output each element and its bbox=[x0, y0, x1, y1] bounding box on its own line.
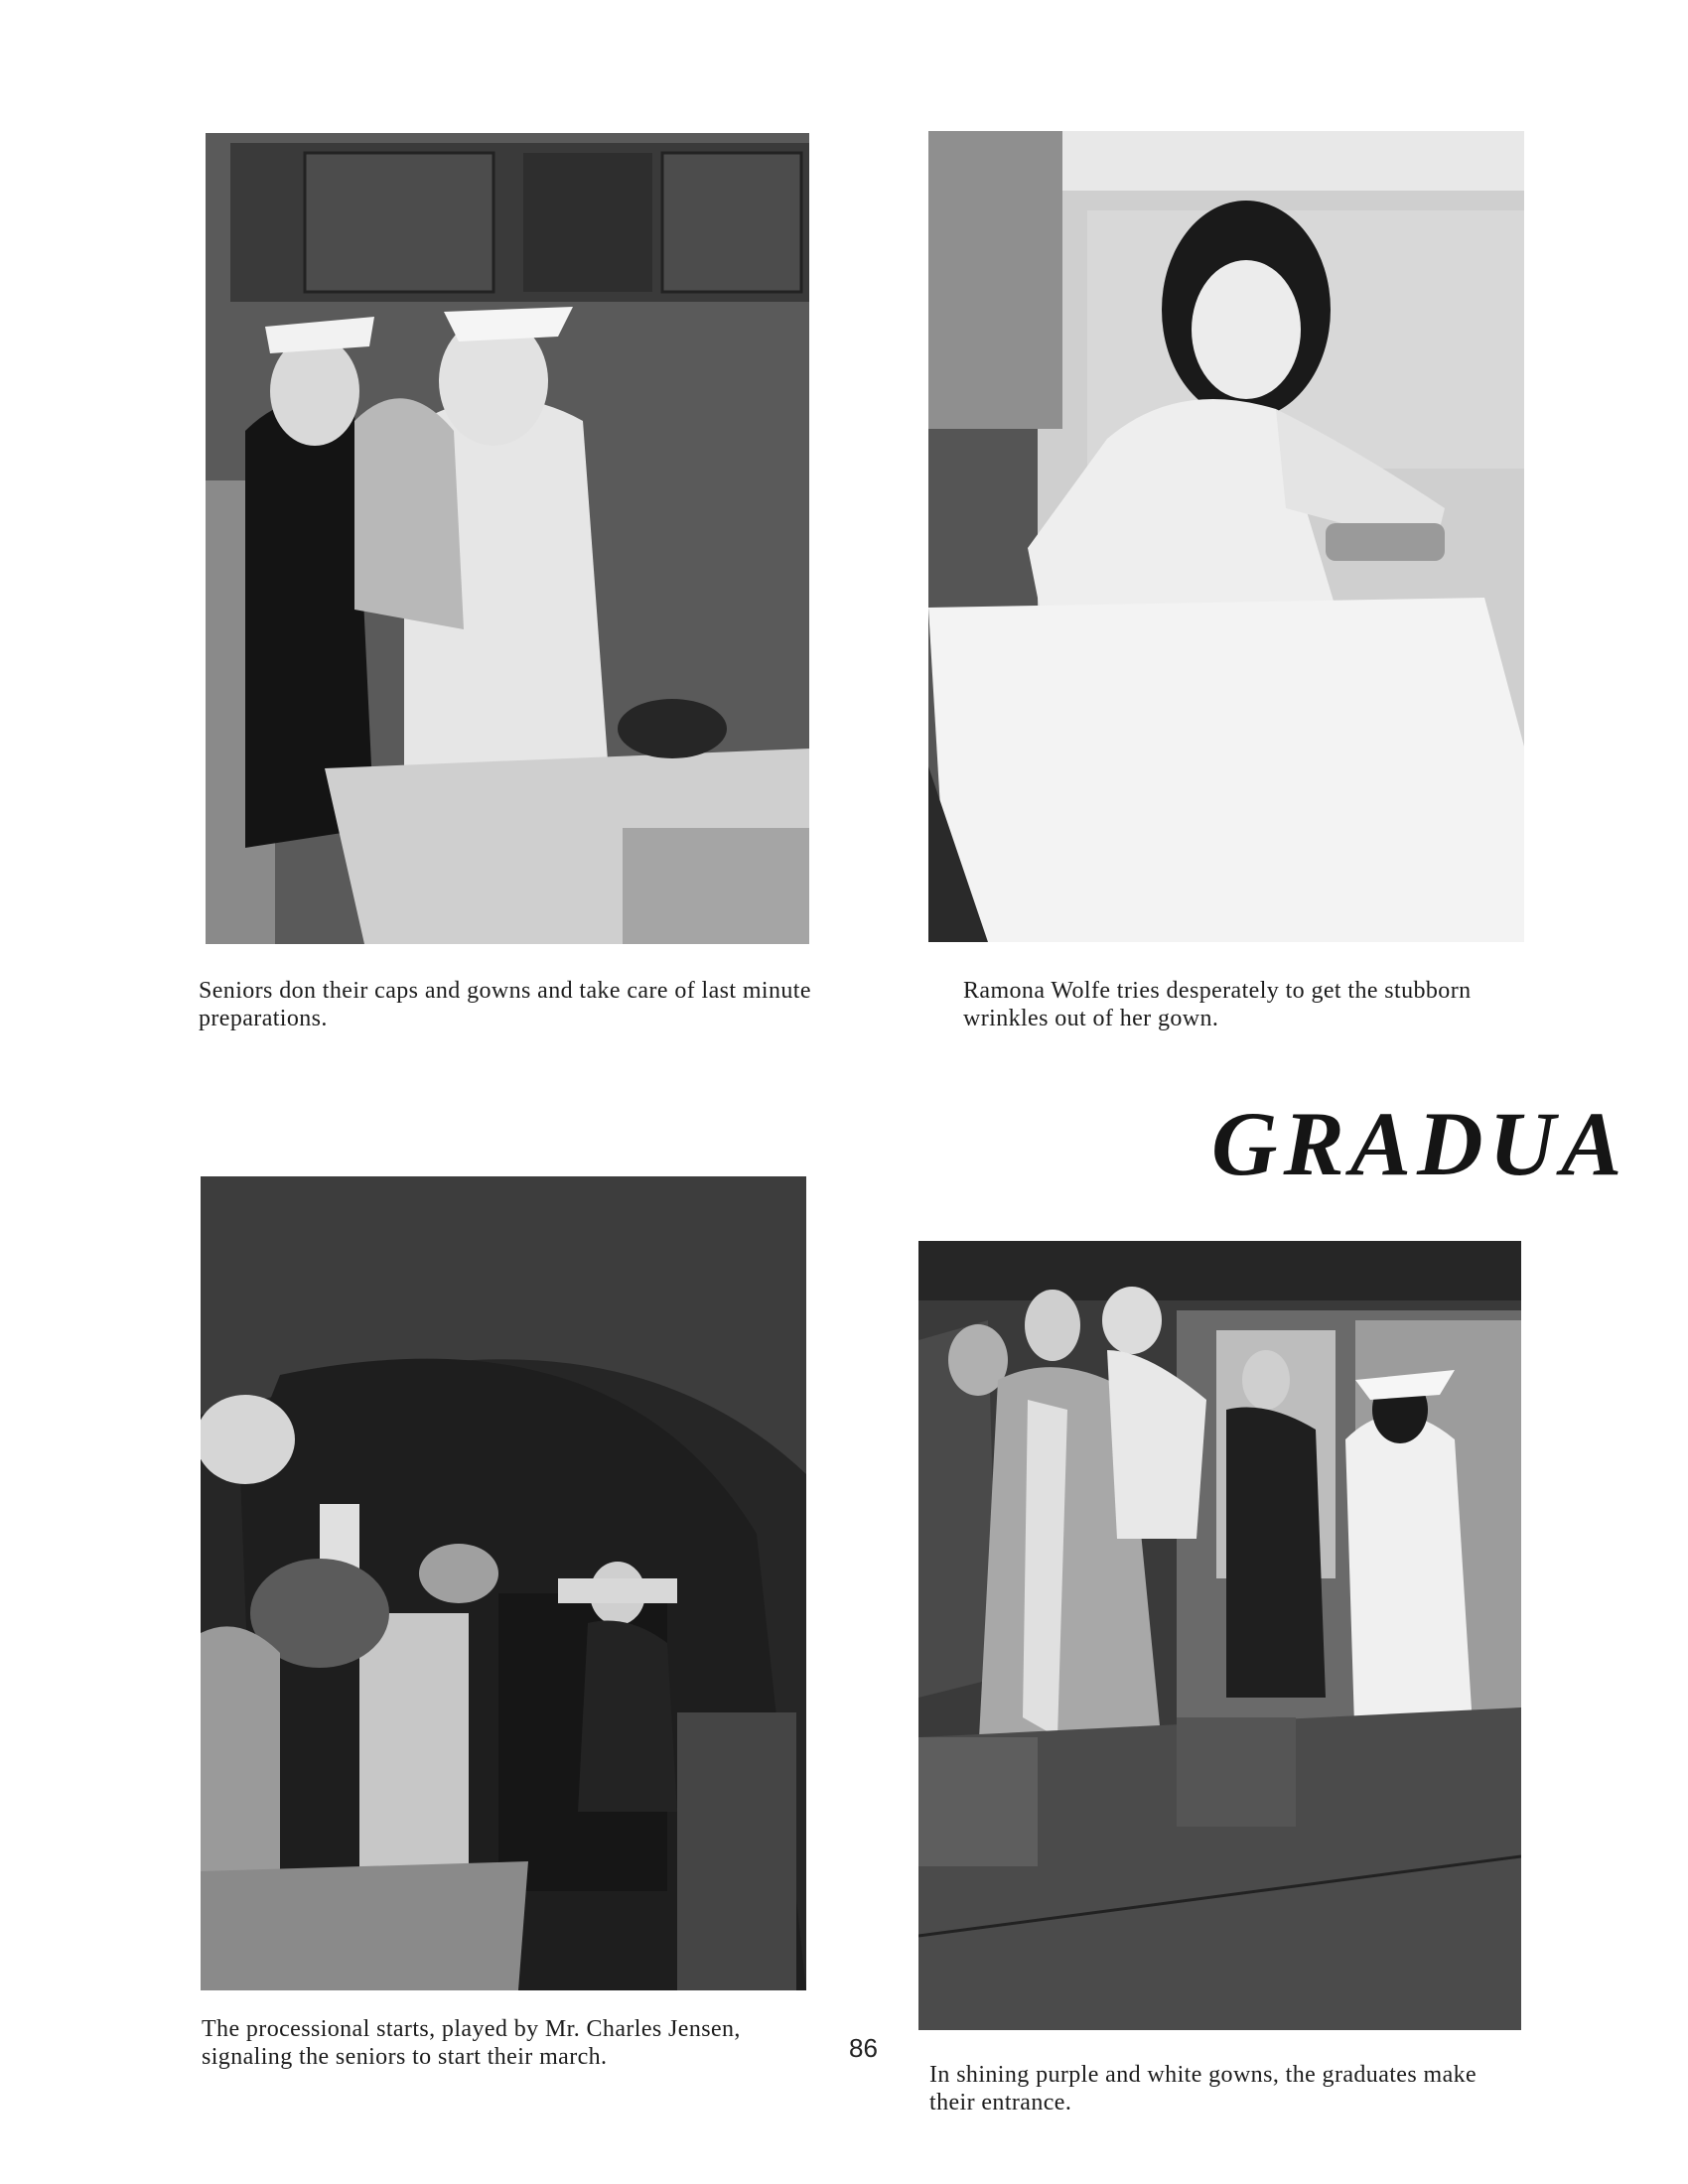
photo-seniors-dressing bbox=[206, 133, 809, 944]
photo-caption: The processional starts, played by Mr. Charles Jensen, signaling the seniors to start their march. bbox=[202, 2016, 741, 2070]
photo-caption: In shining purple and white gowns, the graduates make their entrance. bbox=[929, 2062, 1477, 2116]
photo-ramona-ironing bbox=[928, 131, 1524, 942]
photo-caption: Ramona Wolfe tries desperately to get the stubborn wrinkles out of her gown. bbox=[963, 978, 1472, 1031]
page-heading: GRADUA bbox=[1211, 1093, 1628, 1194]
photo-processional-organ bbox=[201, 1176, 806, 1990]
photo-graduates-entrance bbox=[918, 1241, 1521, 2030]
photo-caption: Seniors don their caps and gowns and take care of last minute preparations. bbox=[199, 978, 811, 1031]
page-number: 86 bbox=[849, 2033, 878, 2063]
